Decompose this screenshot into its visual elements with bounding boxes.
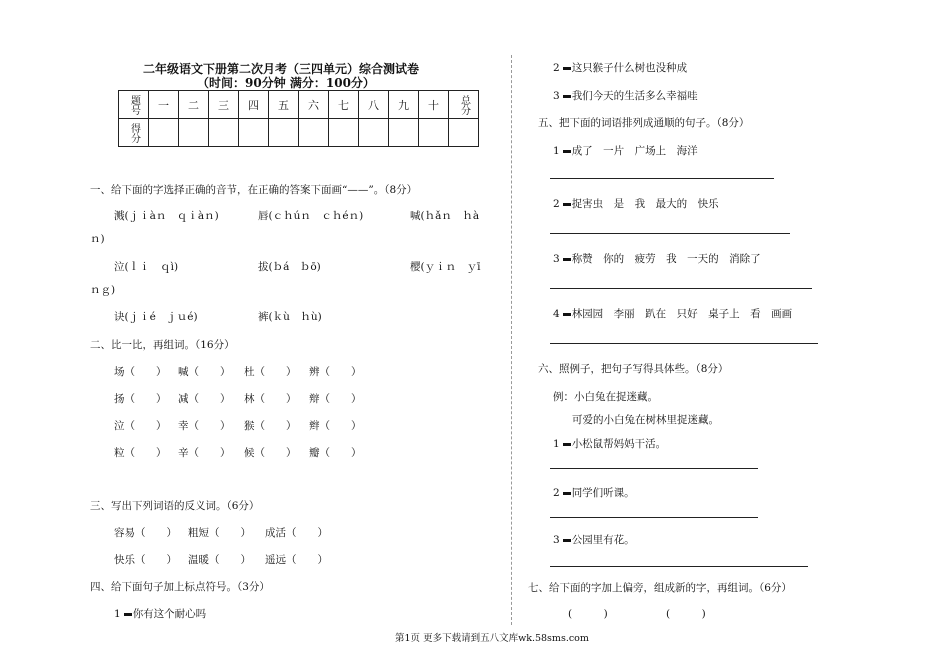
q1-item-wrap: ｎｇ)	[90, 284, 116, 296]
bullet-mark-icon	[563, 443, 571, 446]
q7-blank[interactable]: ( )	[568, 608, 608, 620]
item-text: 这只猴子什么树也没种成	[571, 62, 688, 74]
score-cell[interactable]	[359, 119, 389, 147]
score-cell[interactable]	[149, 119, 179, 147]
q1-item-wrap: ｎ)	[90, 233, 105, 245]
q2-item: 辩（ ）	[309, 393, 362, 405]
q5-item-1	[553, 143, 698, 158]
q3-heading: 三、写出下列词语的反义词。（6分）	[90, 500, 260, 512]
score-total-label: 总分	[449, 91, 479, 119]
score-col: 九	[389, 91, 419, 119]
q4-heading: 四、给下面句子加上标点符号。（3分）	[90, 581, 270, 593]
q1-item: 裤(ｋù ｈù)	[258, 311, 322, 323]
q6-example-answer: 可爱的小白兔在树林里捉迷藏。	[572, 414, 719, 426]
item-number: 2	[553, 487, 560, 499]
score-table	[118, 90, 479, 147]
score-col: 五	[269, 91, 299, 119]
score-cell[interactable]	[449, 119, 479, 147]
bullet-mark-icon	[563, 95, 571, 98]
answer-line[interactable]	[550, 517, 758, 518]
q6-item-3	[553, 532, 635, 547]
score-cell[interactable]	[179, 119, 209, 147]
q2-item: 林（ ）	[244, 393, 297, 405]
score-cell[interactable]	[299, 119, 329, 147]
item-number: 2	[553, 198, 560, 210]
item-text: 我们今天的生活多么幸福哇	[571, 90, 698, 102]
score-col: 十	[419, 91, 449, 119]
score-col: 三	[209, 91, 239, 119]
exam-title: 二年级语文下册第二次月考（三四单元）综合测试卷	[143, 62, 420, 76]
q4-item-1	[114, 606, 206, 621]
item-text: 公园里有花。	[571, 534, 635, 546]
q1-item: 泣(ｌｉ ｑì)	[114, 261, 179, 273]
score-col: 四	[239, 91, 269, 119]
answer-line[interactable]	[550, 178, 774, 179]
q2-item: 辫（ ）	[309, 420, 362, 432]
q5-item-2	[553, 196, 719, 211]
q2-item: 候（ ）	[244, 447, 297, 459]
q1-item: 唇(ｃｈúｎ ｃｈéｎ)	[258, 210, 364, 222]
bullet-mark-icon	[563, 492, 571, 495]
q4-item-2	[553, 60, 687, 75]
item-number: 3	[553, 534, 560, 546]
q6-item-2	[553, 485, 635, 500]
q6-example: 例：小白兔在捉迷藏。	[553, 391, 658, 403]
score-cell[interactable]	[269, 119, 299, 147]
q2-item: 粒（ ）	[114, 447, 167, 459]
q2-item: 幸（ ）	[178, 420, 231, 432]
q5-item-4	[553, 306, 792, 321]
q3-item: 成活（ ）	[265, 527, 328, 539]
q2-heading: 二、比一比，再组词。（16分）	[90, 339, 235, 351]
q5-heading: 五、把下面的词语排列成通顺的句子。（8分）	[538, 117, 750, 129]
q7-blank[interactable]: ( )	[666, 608, 706, 620]
score-col: 六	[299, 91, 329, 119]
q2-item: 扬（ ）	[114, 393, 167, 405]
item-number: 4	[553, 308, 560, 320]
score-cell[interactable]	[389, 119, 419, 147]
score-col: 七	[329, 91, 359, 119]
item-text: 小松鼠帮妈妈干活。	[571, 438, 667, 450]
bullet-mark-icon	[563, 150, 571, 153]
q7-heading: 七、给下面的字加上偏旁，组成新的字，再组词。（6分）	[528, 582, 792, 594]
item-number: 3	[553, 90, 560, 102]
bullet-mark-icon	[124, 613, 132, 616]
q2-item: 杜（ ）	[244, 366, 297, 378]
item-number: 2	[553, 62, 560, 74]
q3-item: 粗短（ ）	[188, 527, 251, 539]
score-col: 一	[149, 91, 179, 119]
q1-item: 溅(ｊｉàｎ ｑｉàｎ)	[114, 210, 219, 222]
item-text: 林园园 李丽 趴在 只好 桌子上 看 画画	[571, 308, 793, 320]
answer-line[interactable]	[550, 288, 812, 289]
answer-line[interactable]	[550, 468, 758, 469]
answer-line[interactable]	[550, 343, 818, 344]
score-cell[interactable]	[419, 119, 449, 147]
q1-item: 樱(ｙｉｎ ｙī	[410, 261, 481, 273]
item-number: 1	[553, 438, 560, 450]
exam-subtitle: （时间：90分钟 满分：100分）	[197, 76, 375, 90]
q3-item: 容易（ ）	[114, 527, 177, 539]
score-col: 八	[359, 91, 389, 119]
q3-item: 遥远（ ）	[265, 554, 328, 566]
q6-heading: 六、照例子，把句子写得具体些。（8分）	[538, 363, 729, 375]
q2-item: 场（ ）	[114, 366, 167, 378]
q2-item: 喊（ ）	[178, 366, 231, 378]
item-number: 1	[114, 608, 121, 620]
column-divider	[511, 55, 512, 625]
score-cell[interactable]	[209, 119, 239, 147]
item-number: 1	[553, 145, 560, 157]
q4-item-3	[553, 88, 698, 103]
item-text: 成了 一片 广场上 海洋	[571, 145, 698, 157]
q1-item: 诀(ｊｉé ｊｕé)	[114, 311, 198, 323]
q2-item: 辨（ ）	[309, 366, 362, 378]
bullet-mark-icon	[563, 67, 571, 70]
q5-item-3	[553, 251, 761, 266]
q6-item-1	[553, 436, 666, 451]
q1-item: 拔(ｂá ｂō)	[258, 261, 321, 273]
q2-item: 辛（ ）	[178, 447, 231, 459]
bullet-mark-icon	[563, 203, 571, 206]
answer-line[interactable]	[550, 233, 790, 234]
score-col: 二	[179, 91, 209, 119]
q3-item: 温暖（ ）	[188, 554, 251, 566]
q2-item: 减（ ）	[178, 393, 231, 405]
bullet-mark-icon	[563, 539, 571, 542]
q2-item: 泣（ ）	[114, 420, 167, 432]
item-text: 称赞 你的 疲劳 我 一天的 消除了	[571, 253, 761, 265]
q2-item: 瓣（ ）	[309, 447, 362, 459]
score-row-label: 得分	[119, 119, 149, 147]
page-footer: 第1页 更多下载请到五八文库wk.58sms.com	[395, 633, 589, 644]
score-cell[interactable]	[329, 119, 359, 147]
item-number: 3	[553, 253, 560, 265]
bullet-mark-icon	[563, 313, 571, 316]
score-cell[interactable]	[239, 119, 269, 147]
item-text: 同学们听课。	[571, 487, 635, 499]
q1-heading: 一、给下面的字选择正确的音节，在正确的答案下面画“——”。（8分）	[90, 184, 418, 196]
item-text: 你有这个耐心吗	[132, 608, 207, 620]
answer-line[interactable]	[550, 566, 808, 567]
bullet-mark-icon	[563, 258, 571, 261]
q3-item: 快乐（ ）	[114, 554, 177, 566]
score-head-label: 题号	[119, 91, 149, 119]
q2-item: 猴（ ）	[244, 420, 297, 432]
item-text: 捉害虫 是 我 最大的 快乐	[571, 198, 719, 210]
q1-item: 喊(ｈǎｎ ｈà	[410, 210, 480, 222]
